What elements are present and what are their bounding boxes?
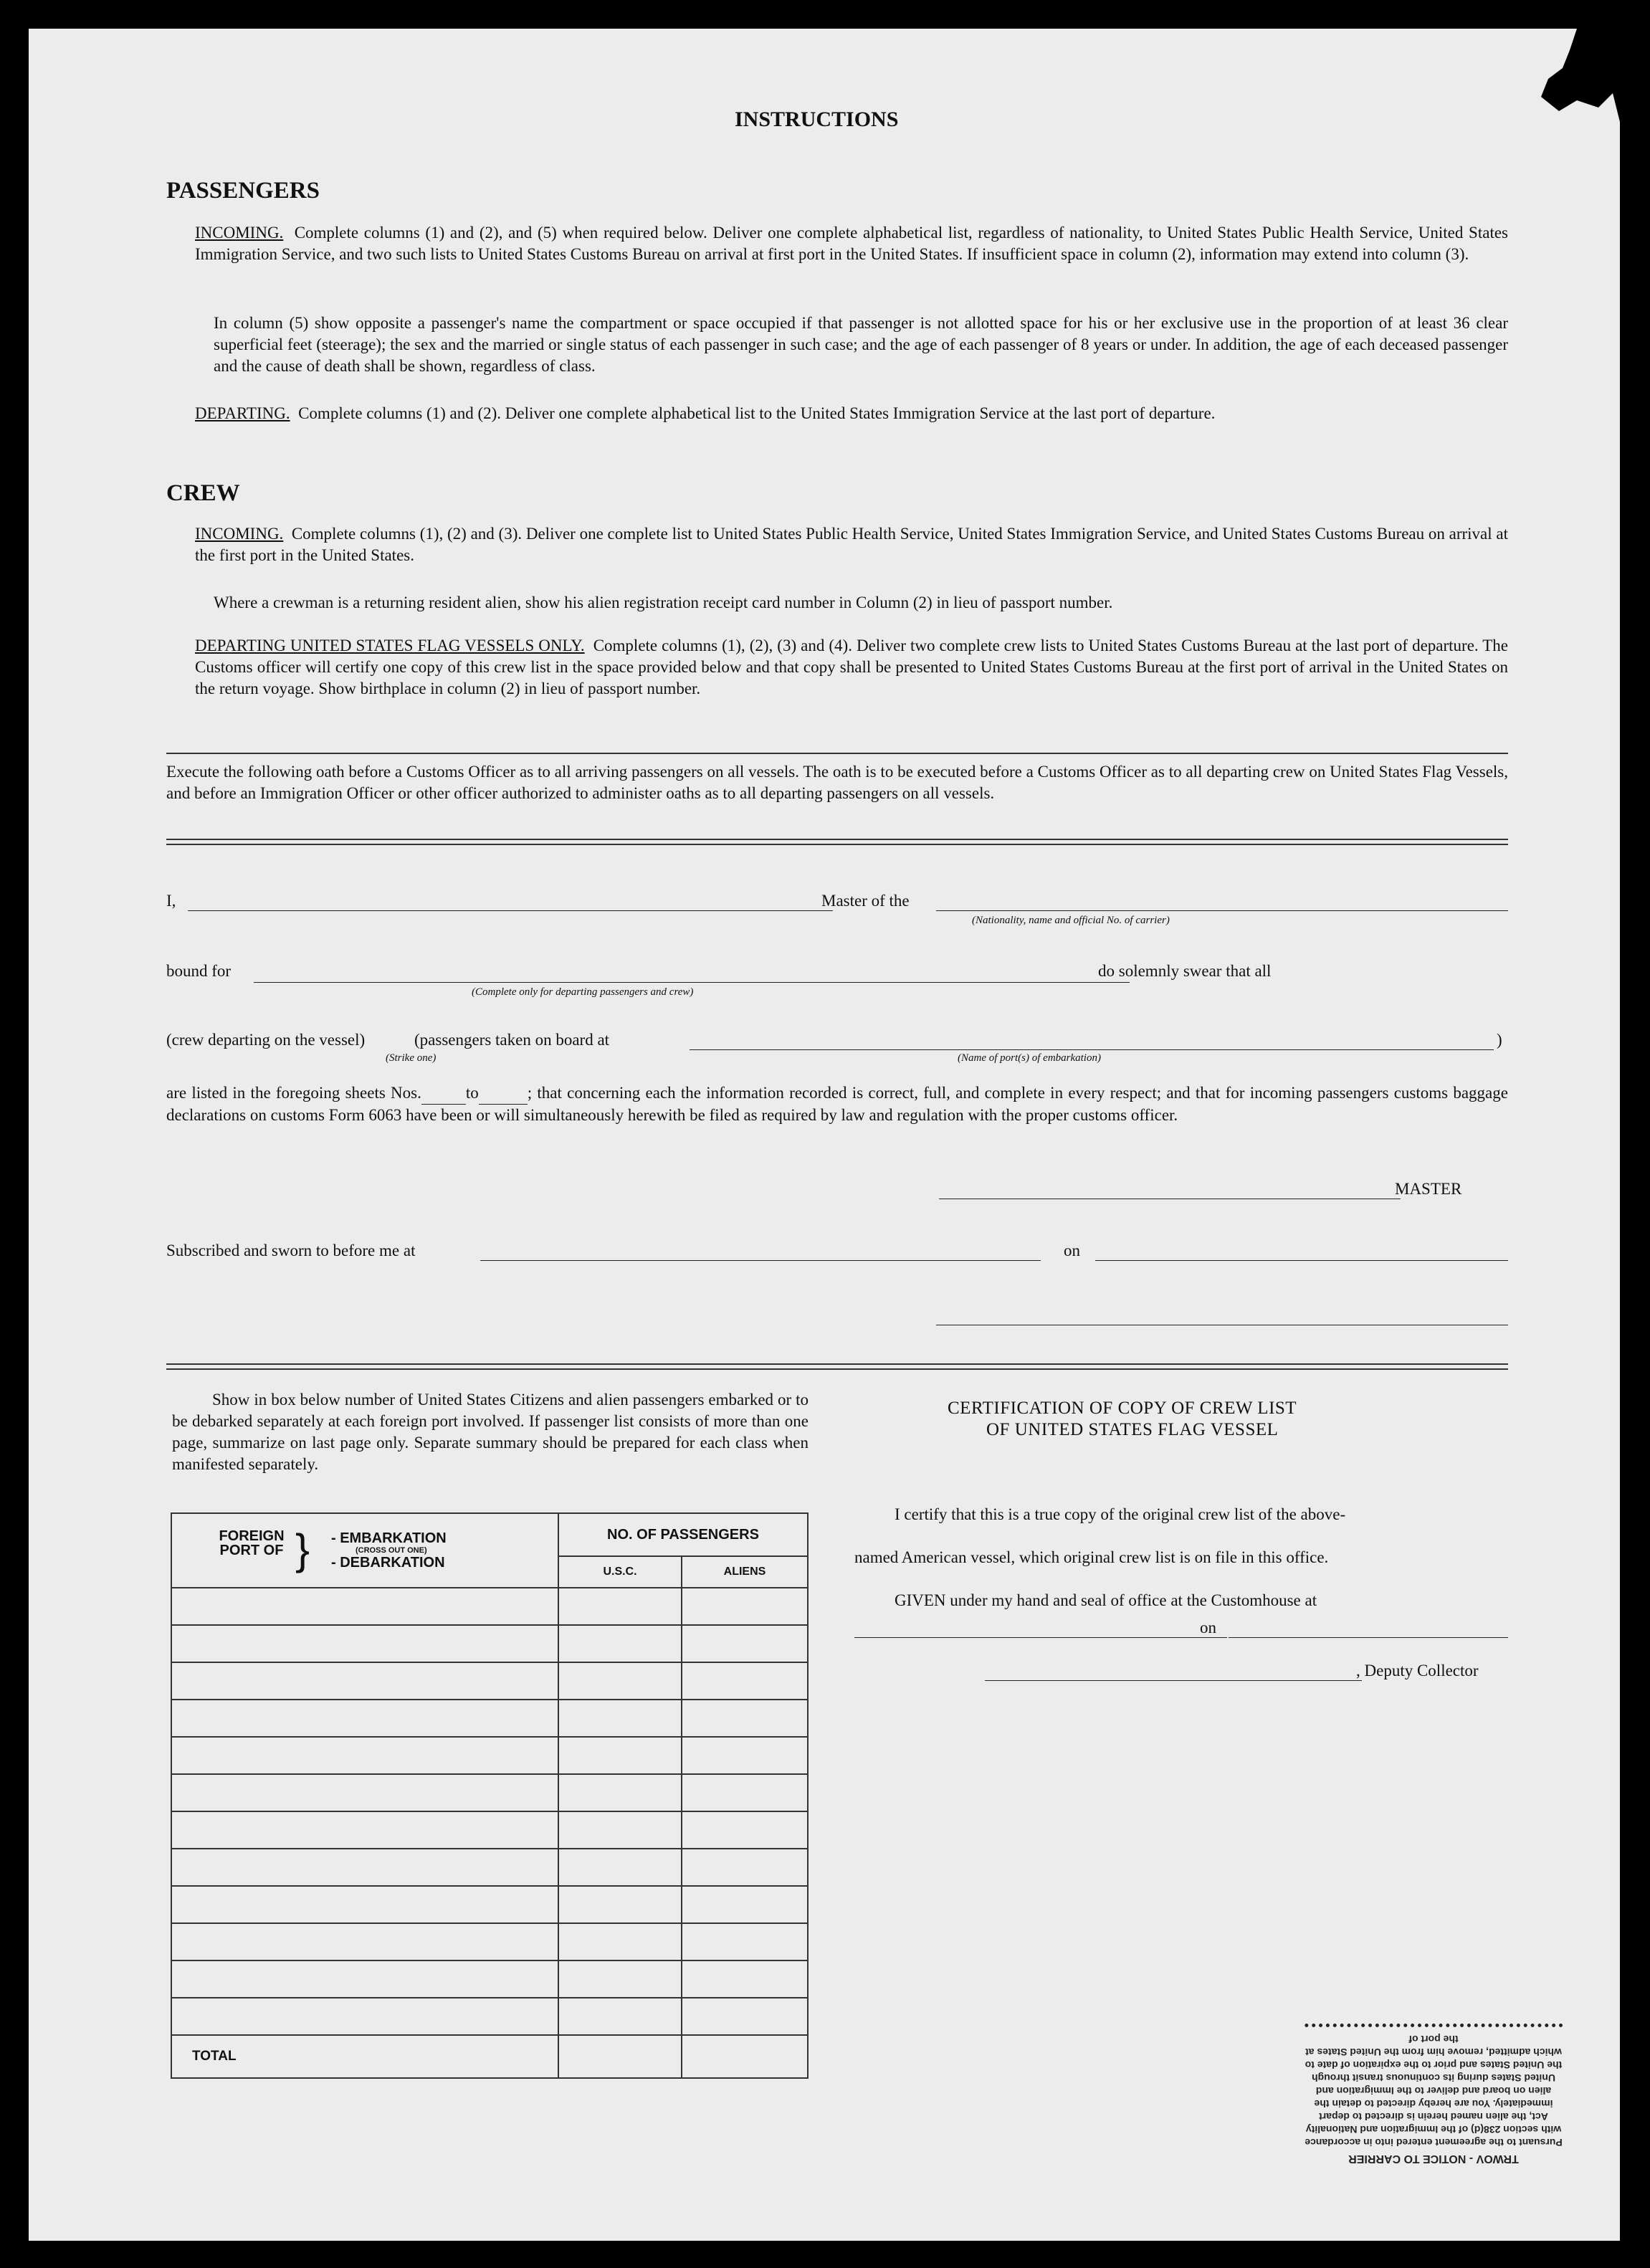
table-row <box>171 1737 808 1774</box>
oath-i: I, <box>166 892 176 910</box>
embarkation-line[interactable] <box>690 1049 1494 1050</box>
certification-heading-1: CERTIFICATION OF COPY OF CREW LIST <box>948 1399 1297 1418</box>
usc-cell[interactable] <box>558 1886 682 1923</box>
aliens-cell[interactable] <box>682 1774 808 1811</box>
certification-date-line[interactable] <box>1229 1637 1508 1638</box>
aliens-cell[interactable] <box>682 1737 808 1774</box>
oath-intro: Execute the following oath before a Customs Officer as to all arriving passengers on all vessels. The oath is to be executed before a Customs Officer as to all departing crew on United States Flag Vessels, and before an Immigration Officer or other officer authorized to administer oaths as to all departing passengers on all vessels. <box>166 763 1508 802</box>
usc-header: U.S.C. <box>558 1556 682 1588</box>
notice-stamp <box>1305 1993 1563 2165</box>
certification-on: on <box>1200 1619 1216 1636</box>
carrier-line[interactable] <box>936 910 1508 911</box>
aliens-cell[interactable] <box>682 1886 808 1923</box>
crew-departing-label: DEPARTING UNITED STATES FLAG VESSELS ONLY. <box>195 637 585 654</box>
close-paren: ) <box>1497 1031 1502 1049</box>
cross-out-label: (CROSS OUT ONE) <box>356 1546 427 1555</box>
listed-text <box>166 1082 1508 1126</box>
table-row <box>171 1662 808 1700</box>
total-usc-cell[interactable] <box>558 2035 682 2078</box>
aliens-header: ALIENS <box>682 1556 808 1588</box>
certify-line-1: I certify that this is a true copy of the original crew list of the above- <box>895 1505 1346 1523</box>
certification-heading-2: OF UNITED STATES FLAG VESSEL <box>986 1420 1279 1439</box>
listed-label: are listed in the foregoing sheets Nos. <box>166 1084 421 1102</box>
page-title: INSTRUCTIONS <box>735 108 899 131</box>
double-divider <box>166 839 1508 845</box>
master-of-the: Master of the <box>821 892 910 910</box>
passengers-departing-label: DEPARTING. <box>195 404 290 422</box>
aliens-cell[interactable] <box>682 1700 808 1737</box>
bound-for: bound for <box>166 962 232 980</box>
aliens-cell[interactable] <box>682 1849 808 1886</box>
port-cell[interactable] <box>171 1774 558 1811</box>
subscribed-date-line[interactable] <box>1095 1260 1508 1261</box>
total-aliens-cell[interactable] <box>682 2035 808 2078</box>
port-cell[interactable] <box>171 1960 558 1998</box>
passengers-departing <box>195 403 1508 424</box>
subscribed-on: on <box>1064 1242 1080 1259</box>
deputy-collector: , Deputy Collector <box>1356 1662 1479 1679</box>
table-row <box>171 1588 808 1625</box>
table-row <box>171 1998 808 2035</box>
port-cell[interactable] <box>171 1811 558 1849</box>
usc-cell[interactable] <box>558 1625 682 1662</box>
brace: } <box>295 1525 310 1573</box>
usc-cell[interactable] <box>558 1700 682 1737</box>
foreign-port-label: FOREIGN PORT OF <box>219 1528 285 1558</box>
stamp-text: Pursuant to the agreement entered into in accordance with section 238(d) of the Immigration and Nationality Act, the alien named herein is directed to depart immediately. You are hereby directed to detain the alien on board and deliver to the Immigration and United States during its continuous transit through the United States and prior to the expiration of date to which admitted, remove him from the United States at the port of <box>1305 2034 1563 2148</box>
port-cell[interactable] <box>171 1662 558 1700</box>
crew-departing <box>195 635 1508 700</box>
passengers-column5: In column (5) show opposite a passenger's name the compartment or space occupied if that passenger is not allotted space for his or her exclusive use in the proportion of at least 36 clear superficial feet (steerage); the sex and the married or single status of each passenger in such case; and the age of each passenger of 8 years or under. In addition, the age of each deceased passenger and the cause of death shall be shown, regardless of class. <box>214 314 1508 375</box>
crew-incoming <box>195 523 1508 566</box>
master-name-line[interactable] <box>188 910 833 911</box>
table-row <box>171 1811 808 1849</box>
sheets-from-field[interactable] <box>421 1082 466 1105</box>
usc-cell[interactable] <box>558 1998 682 2035</box>
torn-corner <box>1491 29 1620 122</box>
port-header-cell <box>171 1513 558 1588</box>
table-row <box>171 1923 808 1960</box>
crew-resident: Where a crewman is a returning resident alien, show his alien registration receipt card number in Column (2) in lieu of passport number. <box>214 594 1113 611</box>
crew-departing-option: (crew departing on the vessel) <box>166 1031 366 1049</box>
port-cell[interactable] <box>171 1886 558 1923</box>
table-row <box>171 1700 808 1737</box>
port-cell[interactable] <box>171 1588 558 1625</box>
divider <box>166 753 1508 754</box>
no-passengers-header: NO. OF PASSENGERS <box>558 1513 808 1556</box>
nationality-caption: (Nationality, name and official No. of carrier) <box>972 915 1170 926</box>
passengers-incoming <box>195 222 1508 265</box>
aliens-cell[interactable] <box>682 1960 808 1998</box>
total-row <box>171 2035 808 2078</box>
double-divider-bottom <box>166 1363 1508 1370</box>
stamp-title: TRWOV - NOTICE TO CARRIER <box>1348 2153 1519 2165</box>
port-cell[interactable] <box>171 1923 558 1960</box>
usc-cell[interactable] <box>558 1849 682 1886</box>
aliens-cell[interactable] <box>682 1998 808 2035</box>
ports-caption: (Name of port(s) of embarkation) <box>958 1052 1101 1064</box>
listed-rest: ; that concerning each the information recorded is correct, full, and complete in every respect; and that for incoming passengers customs baggage declarations on customs Form 6063 have been or will simultaneously herewith be filed as required by law and regulation with the proper customs officer. <box>166 1084 1508 1124</box>
passenger-summary-table <box>171 1512 809 2079</box>
aliens-cell[interactable] <box>682 1811 808 1849</box>
table-row <box>171 1625 808 1662</box>
subscribed-place-line[interactable] <box>480 1260 1041 1261</box>
crew-incoming-label: INCOMING. <box>195 525 284 543</box>
sheets-to-field[interactable] <box>479 1082 528 1105</box>
embarkation-label: - EMBARKATION <box>331 1530 447 1546</box>
passengers-incoming-label: INCOMING. <box>195 224 284 242</box>
usc-cell[interactable] <box>558 1960 682 1998</box>
strike-one-caption: (Strike one) <box>386 1052 437 1064</box>
usc-cell[interactable] <box>558 1811 682 1849</box>
crew-departing-text: Complete columns (1), (2), (3) and (4). Deliver two complete crew lists to United States Customs Bureau at the last port of departure. The Customs officer will certify one copy of this crew list in the space provided below and that copy shall be presented to United States Customs Bureau at the first port of arrival in the United States on the return voyage. Show birthplace in column (2) in lieu of passport number. <box>195 637 1509 697</box>
bound-for-line[interactable] <box>254 982 1130 983</box>
port-cell[interactable] <box>171 1700 558 1737</box>
total-label: TOTAL <box>171 2035 558 2078</box>
passengers-taken-option: (passengers taken on board at <box>414 1031 610 1049</box>
passengers-incoming-text: Complete columns (1) and (2), and (5) when required below. Deliver one complete alphabetical list, regardless of nationality, to United States Public Health Service, United States Immigration Service, and two such lists to United States Customs Bureau on arrival at first port in the United States. If insufficient space in column (2), information may extend into column (3). <box>195 224 1508 263</box>
summary-instructions: Show in box below number of United States Citizens and alien passengers embarked or to be debarked separately at each foreign port involved. If passenger list consists of more than one page, summarize on last page only. Separate summary should be prepared for each class when manifested separately. <box>172 1391 809 1473</box>
to-label: to <box>465 1084 479 1102</box>
master-label: MASTER <box>1395 1180 1462 1198</box>
aliens-cell[interactable] <box>682 1588 808 1625</box>
aliens-cell[interactable] <box>682 1662 808 1700</box>
passengers-heading: PASSENGERS <box>166 178 320 204</box>
form-page <box>29 29 1620 2241</box>
crew-incoming-text: Complete columns (1), (2) and (3). Deliver one complete list to United States Public Health Service, United States Immigration Service, and United States Customs Bureau on arrival at the first port in the United States. <box>195 525 1509 564</box>
port-cell[interactable] <box>171 1998 558 2035</box>
port-cell[interactable] <box>171 1737 558 1774</box>
passengers-departing-text: Complete columns (1) and (2). Deliver one complete alphabetical list to the United States Immigration Service at the last port of departure. <box>298 404 1216 422</box>
stamp-rule <box>1305 2024 1563 2027</box>
usc-cell[interactable] <box>558 1774 682 1811</box>
swear-text: do solemnly swear that all <box>1098 962 1272 980</box>
usc-cell[interactable] <box>558 1923 682 1960</box>
deputy-signature-line[interactable] <box>985 1680 1362 1681</box>
customhouse-line[interactable] <box>854 1637 1227 1638</box>
given-text: GIVEN under my hand and seal of office at the Customhouse at <box>895 1591 1317 1609</box>
bound-caption: (Complete only for departing passengers and crew) <box>472 986 694 998</box>
port-cell[interactable] <box>171 1625 558 1662</box>
aliens-cell[interactable] <box>682 1625 808 1662</box>
usc-cell[interactable] <box>558 1737 682 1774</box>
port-cell[interactable] <box>171 1849 558 1886</box>
aliens-cell[interactable] <box>682 1923 808 1960</box>
table-row <box>171 1886 808 1923</box>
subscribed-text: Subscribed and sworn to before me at <box>166 1242 416 1259</box>
crew-heading: CREW <box>166 480 240 506</box>
usc-cell[interactable] <box>558 1662 682 1700</box>
debarkation-label: - DEBARKATION <box>331 1555 445 1571</box>
table-row <box>171 1774 808 1811</box>
table-row <box>171 1960 808 1998</box>
usc-cell[interactable] <box>558 1588 682 1625</box>
certify-line-2: named American vessel, which original crew list is on file in this office. <box>854 1548 1329 1566</box>
table-row <box>171 1849 808 1886</box>
